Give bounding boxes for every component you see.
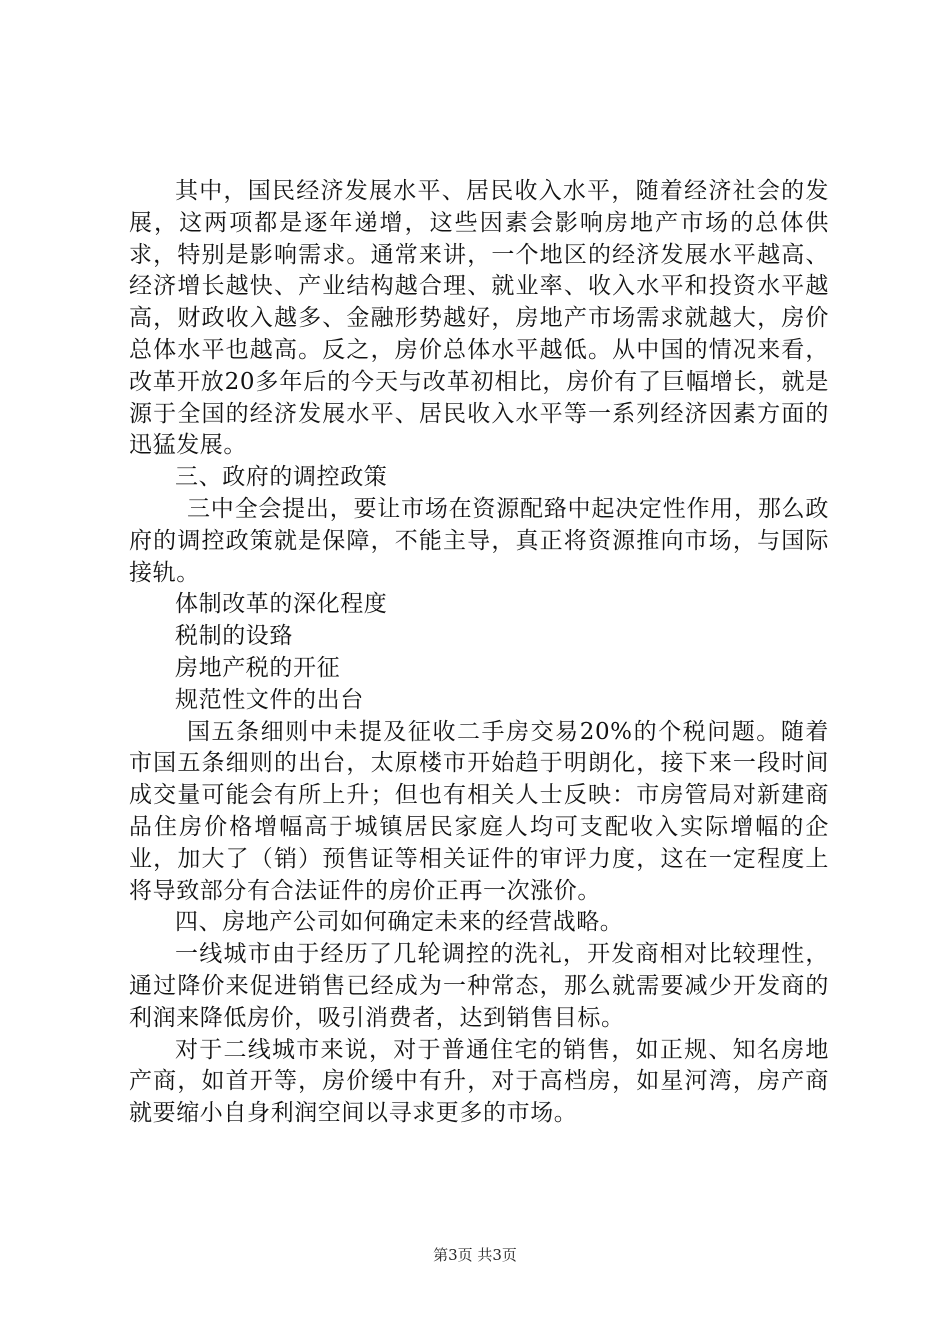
document-body [129,176,829,1130]
paragraph-second-tier-cities: 对于二线城市来说，对于普通住宅的销售，如正规、知名房地产商，如首开等，房价缓中有升，对于高档房，如星河湾，房产商就要缩小自身利润空间以寻求更多的市场。 [129,1036,829,1127]
list-item-system-reform: 体制改革的深化程度 [175,591,388,618]
list-item-regulatory-documents: 规范性文件的出台 [175,686,364,713]
list-item-tax-system: 税制的设臵 [175,623,293,650]
paragraph-guowutiao: 国五条细则中未提及征收二手房交易20%的个税问题。随着市国五条细则的出台，太原楼市开始趋于明朗化，接下来一段时间成交量可能会有所上升；但也有相关人士反映：市房管局对新建商品住房价格增幅高于城镇居民家庭人均可支配收入实际增幅的企业，加大了（销）预售证等相关证件的审评力度，这在一定程度上将导致部分有合法证件的房价正再一次涨价。 [129,718,829,904]
paragraph-third-plenum: 三中全会提出，要让市场在资源配臵中起决定性作用，那么政府的调控政策就是保障，不能主导，真正将资源推向市场，与国际接轨。 [129,495,829,586]
paragraph-first-tier-cities: 一线城市由于经历了几轮调控的洗礼，开发商相对比较理性，通过降价来促进销售已经成为一种常态，那么就需要减少开发商的利润来降低房价，吸引消费者，达到销售目标。 [129,941,829,1031]
section-heading-government-policy: 三、政府的调控政策 [175,464,388,491]
paragraph-economy: 其中，国民经济发展水平、居民收入水平，随着经济社会的发展，这两项都是逐年递增，这些因素会影响房地产市场的总体供求，特别是影响需求。通常来讲，一个地区的经济发展水平越高、经济增长越快、产业结构越合理、就业率、收入水平和投资水平越高，财政收入越多、金融形势越好，房地产市场需求就越大，房价总体水平也越高。反之，房价总体水平越低。从中国的情况来看，改革开放20多年后的今天与改革初相比，房价有了巨幅增长，就是源于全国的经济发展水平、居民收入水平等一系列经济因素方面的迅猛发展。 [129,178,829,459]
section-heading-business-strategy: 四、房地产公司如何确定未来的经营战略。 [175,909,624,936]
page-number-footer: 第3页 共3页 [433,1246,517,1264]
list-item-property-tax: 房地产税的开征 [175,654,341,681]
